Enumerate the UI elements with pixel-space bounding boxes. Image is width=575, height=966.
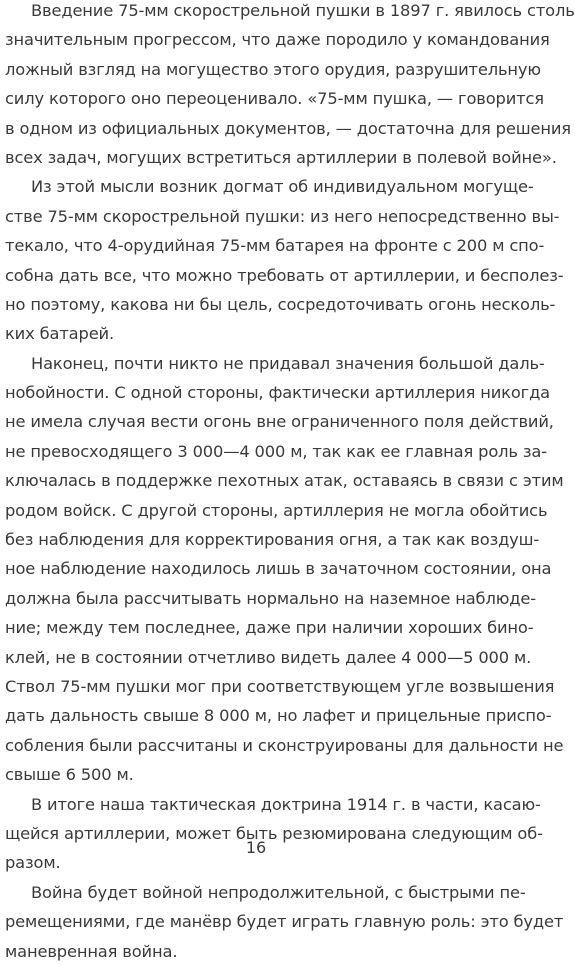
text-line: Ствол 75-мм пушки мог при соответствующем угле возвышения — [5, 676, 555, 696]
text-line: не имела случая вести огонь вне ограниченного поля действий, — [5, 412, 554, 432]
text-line: ложный взгляд на могущество этого орудия, разрушительную — [5, 59, 541, 79]
text-line: всех задач, могущих встретиться артиллерии в полевой войне». — [5, 147, 557, 167]
text-line: Наконец, почти никто не придавал значения большой даль- — [31, 353, 545, 373]
text-line: В итоге наша тактическая доктрина 1914 г. в части, касаю- — [31, 794, 541, 814]
text-line: маневренная война. — [5, 941, 178, 961]
text-line: должна была рассчитывать нормально на наземное наблюде- — [5, 588, 536, 608]
page-number: 16 — [245, 838, 267, 857]
paragraph — [5, 172, 564, 348]
text-line: родом войск. С другой стороны, артиллерия не могла обойтись — [5, 500, 548, 520]
text-line: в одном из официальных документов, — достаточна для решения — [5, 118, 571, 138]
text-line: стве 75-мм скорострельной пушки: из него непосредственно вы- — [5, 206, 560, 226]
text-line: не превосходящего 3 000—4 000 м, так как ее главная роль за- — [5, 441, 547, 461]
text-line: клей, не в состоянии отчетливо видеть далее 4 000—5 000 м. — [5, 647, 532, 667]
text-line: ние; между тем последнее, даже при наличии хороших бино- — [5, 618, 534, 638]
paragraph — [5, 349, 564, 790]
text-line: Введение 75-мм скорострельной пушки в 1897 г. явилось столь — [31, 1, 575, 20]
text-line: ремещениями, где манёвр будет играть главную роль: это будет — [5, 912, 564, 932]
text-line: нобойности. С одной стороны, фактически артиллерия никогда — [5, 383, 551, 403]
text-line: Из этой мысли возник догмат об индивидуальном могуще- — [31, 177, 534, 197]
text-line: ключалась в поддержке пехотных атак, оставаясь в связи с этим — [5, 471, 564, 491]
text-line: собна дать все, что можно требовать от артиллерии, и бесполез- — [5, 265, 564, 285]
text-line: ких батарей. — [5, 324, 115, 344]
paragraph — [5, 0, 575, 172]
text-line: разом. — [5, 853, 61, 873]
body-text — [5, 0, 575, 966]
text-line: собления были рассчитаны и сконструированы для дальности не — [5, 735, 564, 755]
paragraph — [5, 878, 564, 966]
text-line: без наблюдения для корректирования огня, а так как воздуш- — [5, 530, 540, 550]
text-line: Война будет войной непродолжительной, с быстрыми пе- — [31, 882, 526, 902]
text-line: но поэтому, какова ни бы цель, сосредоточивать огонь несколь- — [5, 294, 556, 314]
text-line: свыше 6 500 м. — [5, 765, 134, 785]
text-line: силу которого оно переоценивало. «75-мм пушка, — говорится — [5, 89, 544, 109]
text-line: дать дальность свыше 8 000 м, но лафет и прицельные приспо- — [5, 706, 552, 726]
paragraph — [5, 790, 543, 878]
text-line: щейся артиллерии, может быть резюмирована следующим об- — [5, 823, 543, 843]
text-line: значительным прогрессом, что даже породило у командования — [5, 30, 550, 50]
text-line: текало, что 4-орудийная 75-мм батарея на фронте с 200 м спо- — [5, 236, 545, 256]
text-line: ное наблюдение находилось лишь в зачаточном состоянии, она — [5, 559, 552, 579]
